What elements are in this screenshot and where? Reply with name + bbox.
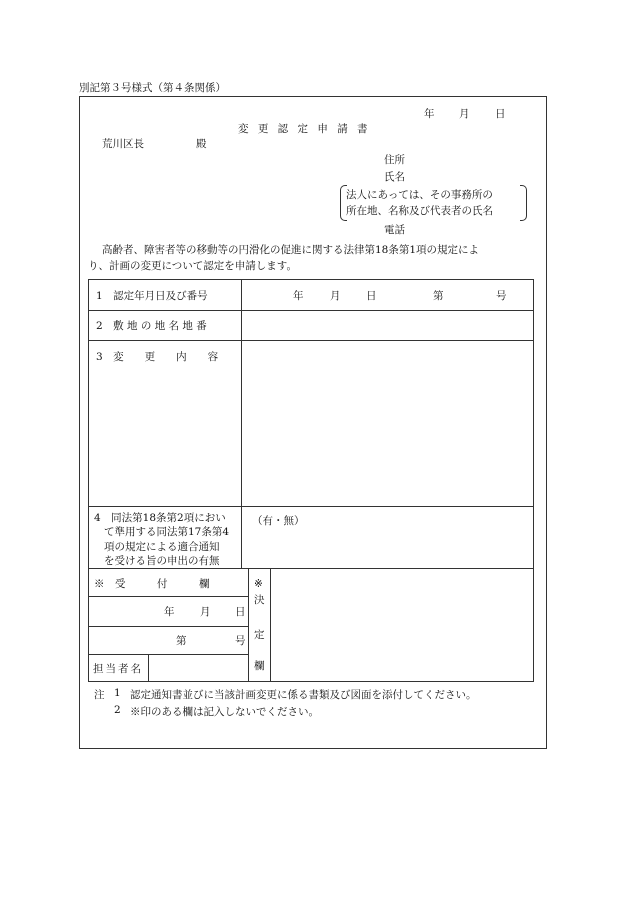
body-line1: 高齢者、障害者等の移動等の円滑化の促進に関する法律第18条第1項の規定によ <box>102 244 480 256</box>
row2-label: 2 敷 地 の 地 名 地 番 <box>96 320 207 332</box>
body-line2: り、計画の変更について認定を申請します。 <box>88 260 297 272</box>
note2-text: ※印のある欄は記入しないでください。 <box>130 706 319 718</box>
reception-header: ※ 受 付 欄 <box>94 578 210 590</box>
row4-label-line1: 4 同法第18条第2項におい <box>94 512 226 524</box>
note1-text: 認定通知書並びに当該計画変更に係る書類及び図面を添付してください。 <box>130 689 477 701</box>
row-divider-1 <box>88 310 534 311</box>
form-id: 別記第３号様式（第４条関係） <box>79 82 226 94</box>
reception-row-line-3 <box>88 654 248 655</box>
table-bottom-border <box>88 681 534 682</box>
row-divider-4 <box>88 568 534 569</box>
table-column-divider <box>241 279 242 569</box>
date-day-label: 日 <box>495 108 506 120</box>
addressee: 荒川区長 <box>102 138 144 150</box>
note-label: 注 <box>94 689 105 701</box>
row1-go: 号 <box>496 290 507 302</box>
decision-char-3: 欄 <box>254 660 265 672</box>
page-title: 変 更 認 定 申 請 書 <box>238 123 371 135</box>
decision-char-2: 定 <box>254 629 265 641</box>
decision-mark: ※ <box>254 578 263 590</box>
row-divider-3 <box>88 506 534 507</box>
row1-month: 月 <box>330 290 341 302</box>
corp-note-paren-right <box>520 185 527 221</box>
honorific: 殿 <box>196 138 207 150</box>
row4-label-line3: 項の規定による適合通知 <box>104 541 220 553</box>
corp-note-line1: 法人にあっては、その事務所の <box>346 189 493 201</box>
reception-dai: 第 <box>176 635 187 647</box>
reception-month: 月 <box>200 606 211 618</box>
reception-row-line-2 <box>88 626 248 627</box>
staff-label: 担当者名 <box>93 663 143 675</box>
row1-day: 日 <box>366 290 377 302</box>
reception-year: 年 <box>164 606 175 618</box>
reception-day: 日 <box>235 606 246 618</box>
row4-value: （有・無） <box>252 515 305 527</box>
table-top-border <box>88 279 534 280</box>
address-label: 住所 <box>384 154 405 166</box>
corp-note-line2: 所在地、名称及び代表者の氏名 <box>346 205 493 217</box>
row1-year: 年 <box>293 290 304 302</box>
date-year-label: 年 <box>424 108 435 120</box>
note2-number: 2 <box>114 704 121 716</box>
phone-label: 電話 <box>384 224 405 236</box>
row4-label-line4: を受ける旨の申出の有無 <box>104 555 220 567</box>
row3-label: 3 変 更 内 容 <box>96 351 219 363</box>
staff-divider <box>148 654 149 682</box>
reception-divider-left <box>248 568 249 682</box>
row1-label: 1 認定年月日及び番号 <box>96 290 208 302</box>
name-label: 氏名 <box>384 171 405 183</box>
row4-label-line2: て準用する同法第17条第4 <box>104 526 230 538</box>
row1-dai: 第 <box>433 290 444 302</box>
date-month-label: 月 <box>459 108 470 120</box>
reception-go: 号 <box>235 635 246 647</box>
decision-char-1: 決 <box>254 594 265 606</box>
row-divider-2 <box>88 340 534 341</box>
note1-number: 1 <box>114 687 121 699</box>
reception-row-line-1 <box>88 596 248 597</box>
reception-divider-right <box>270 568 271 682</box>
